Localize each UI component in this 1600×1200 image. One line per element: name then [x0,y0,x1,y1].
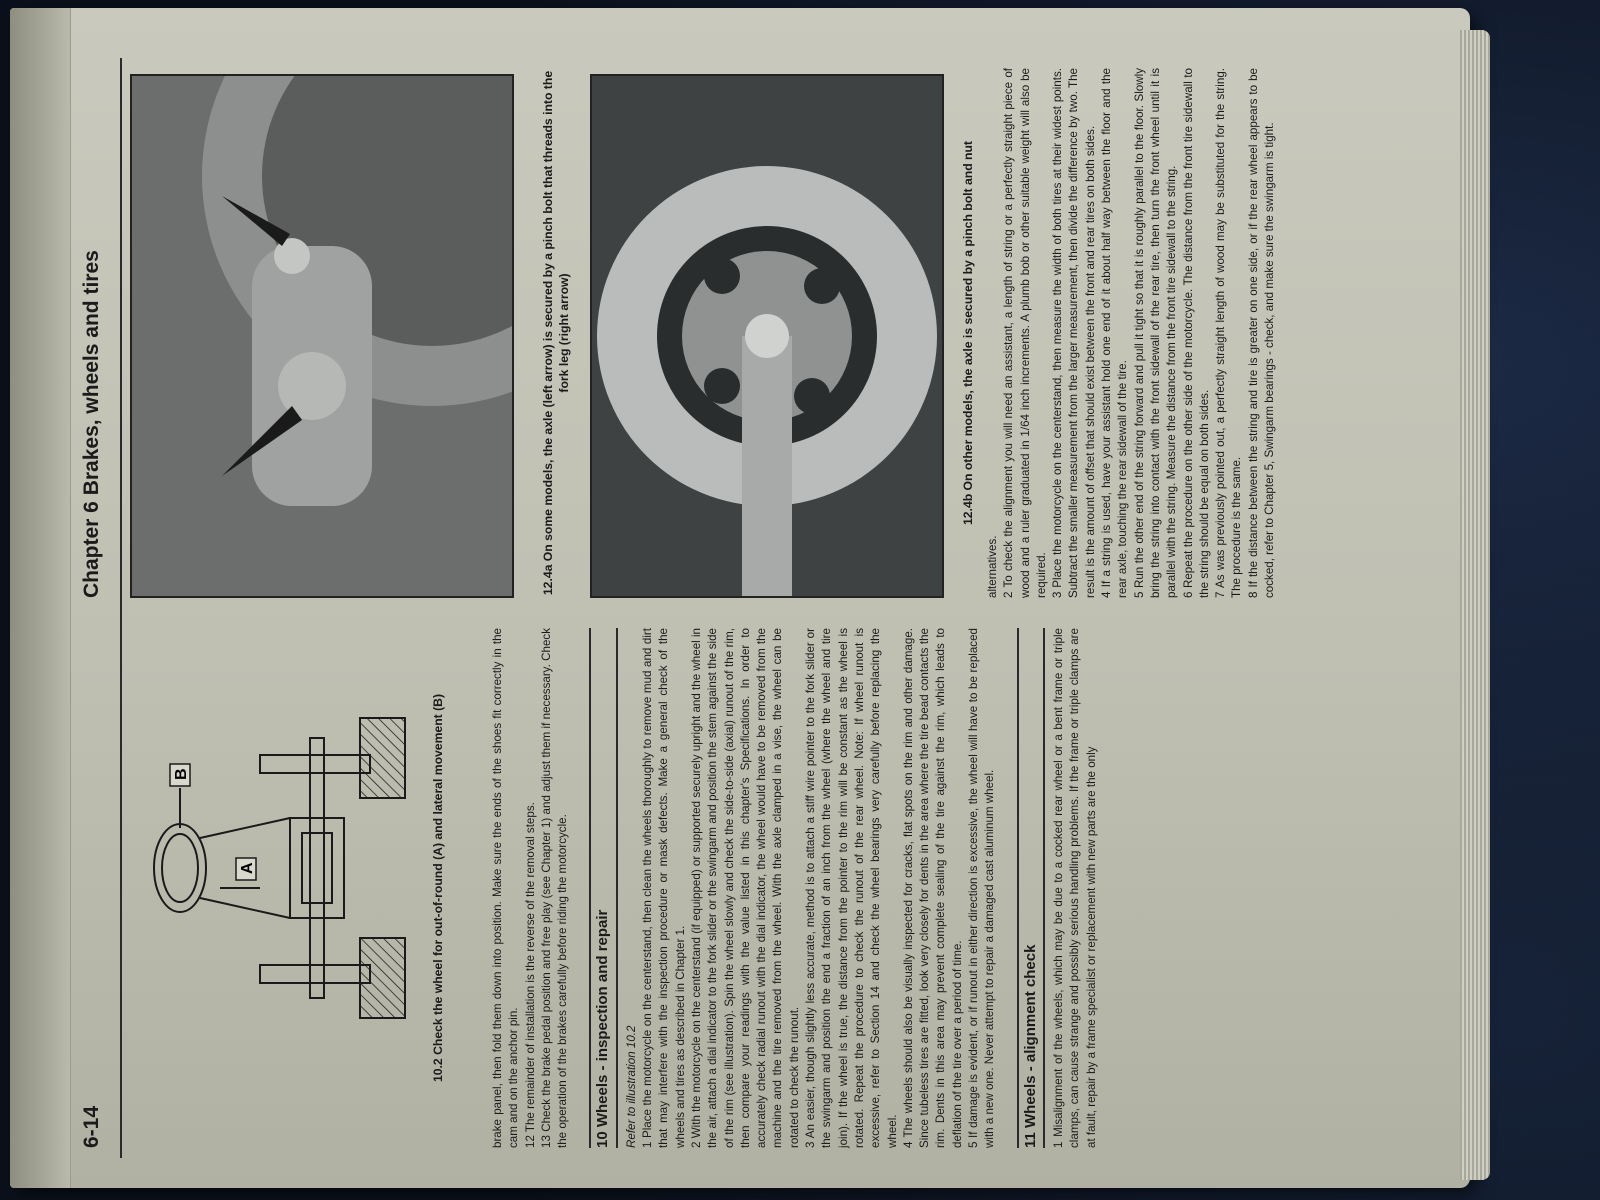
paragraph: 6 Repeat the procedure on the other side of the motorcycle. The distance from the front tire sidewall to the string should be equal on both sides. [1181,68,1211,598]
section-heading-10: 10 Wheels - inspection and repair [589,628,617,1148]
paragraph: 7 As was previously pointed out, a perfectly straight length of wood may be substituted for the string. The procedure is the same. [1214,68,1244,598]
photo-caption-12-4b: 12.4b On other models, the axle is secured by a pinch bolt and nut [961,141,975,525]
rim-outline [162,834,198,902]
figure-caption-10-2: 10.2 Check the wheel for out-of-round (A) and lateral movement (B) [431,694,445,1083]
photo-axle-pinch-bolt-nut [590,74,944,598]
left-clamp [360,938,405,1018]
paragraph: alternatives. [986,535,999,598]
photo-axle-pinch-bolt [130,74,514,598]
paragraph: 1 Misalignment of the wheels, which may be due to a cocked rear wheel or a bent frame or triple clamps, can cause strange and possibly serious handling problems. If the frame or triple clamps are at fault, repair by a frame specialist or replacement with new parts are the only [1051,628,1098,1148]
hub-bearing [302,833,332,903]
paragraph: 5 Run the other end of the string forward and pull it tight so that it is roughly parallel to the floor. Slowly bring the string into contact with the front sidewall of the rear tire, then turn the front wheel until it is parallel with the string. Measure the distance from the front tire sidewall to the string. [1132,68,1179,598]
fork-leg-left [260,965,370,983]
right-clamp [360,718,405,798]
paragraph: brake panel, then fold them down into position. Make sure the ends of the shoes fit correctly in the cam and on the anchor pin. [491,628,521,1148]
fork-leg [742,336,792,596]
paragraph: 4 The wheels should also be visually inspected for cracks, flat spots on the rim and other damage. Since tubeless tires are fitted, look very closely for dents in the area where the tire bead contacts the rim. Dents in this area may prevent complete sealing of the tire against the rim, which leads to deflation of the tire over a period of time. [901,628,964,1148]
paragraph: 2 To check the alignment you will need an assistant, a length of string or a perfectly straight piece of wood and a ruler graduated in 1/64 inch increments. A plumb bob or other suitable weight will also be required. [1002,68,1048,598]
book-page [10,8,1470,1188]
page-gutter [10,8,71,1188]
label-a: A [239,862,256,874]
photo-caption-12-4a: 12.4a On some models, the axle (left arrow) is secured by a pinch bolt that threads into the fork leg (right arrow) [541,70,571,596]
axle-shape [310,738,324,998]
paragraph: 3 An easier, though slightly less accurate, method is to attach a stiff wire pointer to the fork slider or the swingarm and position the end a fraction of an inch from the wheel (where the wheel and tire join). If the wheel is true, the distance from the pointer to the rim will be constant as the wheel is rotated. Repeat the procedure to check the runout of the rear wheel. Note: If wheel runout is excessive, refer to Section 14 and check the wheel bearings very carefully before replacing the wheel. [804,628,899,1148]
section-heading-11: 11 Wheels - alignment check [1017,628,1045,1148]
label-b: B [173,768,190,780]
paragraph: 4 If a string is used, have your assistant hold one end of it about half way between the floor and the rear axle, touching the rear sidewall of the tire. [1100,68,1130,598]
rotated-page-content [70,58,1430,1158]
spoke-line [200,818,290,838]
paragraph: 13 Check the brake pedal position and free play (see Chapter 1) and adjust them if necessary. Check the operation of the brakes carefully before riding the motorcycle. [539,628,570,1148]
spoke-line [200,898,290,918]
fork-leg-right [260,755,370,773]
paragraph: 1 Place the motorcycle on the centerstand, then clean the wheels thoroughly to remove mud and dirt that may interfere with the inspection procedure or mask defects. Make a general check of the wheels and tires as described in Chapter 1. [641,628,687,1148]
left-text-column [490,628,1100,1148]
page-number: 6-14 [80,1105,103,1148]
paragraph: 5 If damage is evident, or if runout in either direction is excessive, the wheel will have to be replaced with a new one. Never attempt to repair a damaged cast aluminum wheel. [967,628,997,1148]
running-header [70,58,122,1158]
paragraph: 12 The remainder of installation is the reverse of the removal steps. [523,802,537,1148]
illustration-reference: Refer to illustration 10.2 [624,1025,638,1148]
paragraph: 8 If the distance between the string and tire is greater on one side, or if the rear wheel appears to be cocked, refer to Chapter 5, Swingarm bearings - check, and make sure the swingarm is tight. [1246,68,1277,598]
paragraph: 2 With the motorcycle on the centerstand (if equipped) or supported securely upright and the wheel in the air, attach a dial indicator to the fork slider or the swingarm and position the stem against the side of the rim (see illustration). Spin the wheel slowly and check the side-to-side (axial) runout of the rim, then compare your readings with the value listed in this chapter's Specifications. In order to accurately check radial runout with the dial indicator, the wheel would have to be removed from the machine and the tire removed from the wheel. With the axle clamped in a vise, the wheel can be rotated to check the runout. [689,628,801,1148]
chapter-title: Chapter 6 Brakes, wheels and tires [80,250,103,598]
page-stack-edge [1460,30,1490,1180]
paragraph: 3 Place the motorcycle on the centerstand, then measure the width of both tires at their widest points. Subtract the smaller measurement from the larger measurement, then divide the difference by two. The result is the amount of offset that should exist between the front and rear tires on both sides. [1051,68,1097,598]
wheel-runout-diagram [140,628,440,1148]
right-text-column [985,68,1278,598]
axle-nut [745,314,789,358]
